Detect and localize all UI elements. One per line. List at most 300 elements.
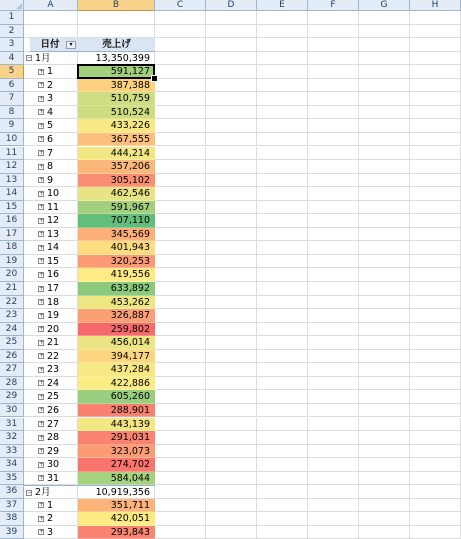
cell[interactable] (24, 11, 78, 25)
cell[interactable] (155, 350, 206, 364)
row-header[interactable]: 12 (0, 160, 24, 174)
cell[interactable] (257, 336, 308, 350)
cell[interactable] (206, 336, 257, 350)
cell[interactable] (155, 147, 206, 161)
cell[interactable] (410, 309, 461, 323)
row-header[interactable]: 38 (0, 512, 24, 526)
cell[interactable] (308, 390, 359, 404)
cell[interactable] (206, 174, 257, 188)
day-row-label[interactable] (38, 214, 78, 228)
day-value-cell[interactable]: 510,759 (78, 92, 155, 106)
day-value-cell[interactable]: 453,262 (78, 296, 155, 310)
day-value-cell[interactable]: 605,260 (78, 390, 155, 404)
row-header[interactable]: 39 (0, 526, 24, 539)
row-header[interactable]: 37 (0, 499, 24, 513)
cell[interactable] (359, 214, 410, 228)
cell[interactable] (206, 187, 257, 201)
cell[interactable] (257, 431, 308, 445)
cell[interactable] (359, 106, 410, 120)
row-header[interactable]: 9 (0, 119, 24, 133)
expand-toggle-icon[interactable]: + (39, 108, 45, 116)
day-value-cell[interactable]: 443,139 (78, 418, 155, 432)
cell[interactable] (308, 282, 359, 296)
cell[interactable] (359, 323, 410, 337)
cell[interactable] (308, 160, 359, 174)
column-header-c[interactable]: C (155, 0, 206, 11)
row-header[interactable]: 20 (0, 268, 24, 282)
cell[interactable] (206, 350, 257, 364)
cell[interactable] (257, 160, 308, 174)
cell[interactable] (257, 174, 308, 188)
expand-toggle-icon[interactable]: + (39, 352, 45, 360)
cell[interactable] (257, 11, 308, 25)
day-row-label[interactable] (38, 241, 78, 255)
expand-toggle-icon[interactable]: + (39, 135, 45, 143)
row-header[interactable]: 30 (0, 404, 24, 418)
day-value-cell[interactable]: 401,943 (78, 241, 155, 255)
cell[interactable] (257, 187, 308, 201)
cell[interactable] (206, 309, 257, 323)
cell[interactable] (308, 268, 359, 282)
cell[interactable] (410, 133, 461, 147)
cell[interactable] (257, 377, 308, 391)
row-header[interactable]: 16 (0, 214, 24, 228)
cell[interactable] (206, 65, 257, 79)
row-header[interactable]: 25 (0, 336, 24, 350)
day-value-cell[interactable]: 456,014 (78, 336, 155, 350)
cell[interactable] (257, 323, 308, 337)
cell[interactable] (410, 323, 461, 337)
cell[interactable] (359, 201, 410, 215)
cell[interactable] (257, 390, 308, 404)
cell[interactable] (78, 25, 155, 39)
cell[interactable] (78, 11, 155, 25)
cell[interactable] (155, 296, 206, 310)
cell[interactable] (410, 92, 461, 106)
cell[interactable] (359, 255, 410, 269)
row-header[interactable]: 14 (0, 187, 24, 201)
cell[interactable] (257, 52, 308, 66)
row-header[interactable]: 35 (0, 472, 24, 486)
day-row-label[interactable] (38, 119, 78, 133)
expand-toggle-icon[interactable]: + (39, 514, 45, 522)
cell[interactable] (410, 38, 461, 52)
day-value-cell[interactable]: 323,073 (78, 445, 155, 459)
cell[interactable] (410, 147, 461, 161)
expand-toggle-icon[interactable]: + (39, 460, 45, 468)
pivot-row-field-header[interactable]: 日付 (30, 38, 78, 52)
cell[interactable] (359, 65, 410, 79)
expand-toggle-icon[interactable]: + (39, 270, 45, 278)
cell[interactable] (308, 38, 359, 52)
cell[interactable] (308, 472, 359, 486)
day-value-cell[interactable]: 591,127 (78, 65, 155, 79)
cell[interactable] (359, 336, 410, 350)
cell[interactable] (308, 458, 359, 472)
day-value-cell[interactable]: 291,031 (78, 431, 155, 445)
cell[interactable] (155, 25, 206, 39)
cell[interactable] (206, 147, 257, 161)
cell[interactable] (257, 296, 308, 310)
cell[interactable] (410, 390, 461, 404)
cell[interactable] (308, 79, 359, 93)
cell[interactable] (24, 25, 78, 39)
day-row-label[interactable] (38, 350, 78, 364)
row-header[interactable]: 36 (0, 485, 24, 499)
cell[interactable] (206, 418, 257, 432)
cell[interactable] (155, 445, 206, 459)
row-header[interactable]: 18 (0, 241, 24, 255)
row-header[interactable]: 21 (0, 282, 24, 296)
day-value-cell[interactable]: 320,253 (78, 255, 155, 269)
cell[interactable] (410, 499, 461, 513)
cell[interactable] (359, 52, 410, 66)
cell[interactable] (410, 336, 461, 350)
day-value-cell[interactable]: 420,051 (78, 512, 155, 526)
cell[interactable] (308, 323, 359, 337)
collapse-toggle-icon[interactable]: − (27, 54, 33, 62)
cell[interactable] (359, 390, 410, 404)
cell[interactable] (359, 228, 410, 242)
expand-toggle-icon[interactable]: + (39, 176, 45, 184)
row-header[interactable]: 17 (0, 228, 24, 242)
cell[interactable] (206, 445, 257, 459)
cell[interactable] (359, 472, 410, 486)
day-value-cell[interactable]: 462,546 (78, 187, 155, 201)
day-value-cell[interactable]: 584,044 (78, 472, 155, 486)
cell[interactable] (155, 201, 206, 215)
cell[interactable] (257, 458, 308, 472)
expand-toggle-icon[interactable]: + (39, 528, 45, 536)
day-row-label[interactable] (38, 458, 78, 472)
cell[interactable] (206, 201, 257, 215)
cell[interactable] (206, 363, 257, 377)
cell[interactable] (359, 79, 410, 93)
cell[interactable] (359, 241, 410, 255)
expand-toggle-icon[interactable]: + (39, 420, 45, 427)
cell[interactable] (257, 445, 308, 459)
cell[interactable] (206, 214, 257, 228)
cell[interactable] (206, 25, 257, 39)
row-header[interactable]: 27 (0, 363, 24, 377)
cell[interactable] (206, 390, 257, 404)
row-header[interactable]: 33 (0, 445, 24, 459)
cell[interactable] (359, 499, 410, 513)
cell[interactable] (410, 268, 461, 282)
day-value-cell[interactable]: 422,886 (78, 377, 155, 391)
row-header[interactable]: 7 (0, 92, 24, 106)
cell[interactable] (206, 241, 257, 255)
day-value-cell[interactable]: 274,702 (78, 458, 155, 472)
cell[interactable] (155, 52, 206, 66)
day-row-label[interactable] (38, 390, 78, 404)
cell[interactable] (308, 201, 359, 215)
expand-toggle-icon[interactable]: + (39, 433, 45, 441)
cell[interactable] (308, 499, 359, 513)
expand-toggle-icon[interactable]: + (39, 338, 45, 346)
cell[interactable] (308, 187, 359, 201)
cell[interactable] (308, 147, 359, 161)
cell[interactable] (206, 458, 257, 472)
expand-toggle-icon[interactable]: + (39, 406, 45, 414)
cell[interactable] (155, 458, 206, 472)
day-value-cell[interactable]: 367,555 (78, 133, 155, 147)
cell[interactable] (257, 106, 308, 120)
cell[interactable] (359, 485, 410, 499)
day-value-cell[interactable]: 437,284 (78, 363, 155, 377)
day-row-label[interactable] (38, 336, 78, 350)
row-header[interactable]: 4 (0, 52, 24, 66)
column-header-a[interactable]: A (24, 0, 78, 11)
day-value-cell[interactable]: 394,177 (78, 350, 155, 364)
cell[interactable] (155, 336, 206, 350)
cell[interactable] (410, 404, 461, 418)
day-row-label[interactable] (38, 133, 78, 147)
day-value-cell[interactable]: 293,843 (78, 526, 155, 539)
cell[interactable] (257, 363, 308, 377)
cell[interactable] (410, 350, 461, 364)
cell[interactable] (257, 228, 308, 242)
cell[interactable] (308, 241, 359, 255)
cell[interactable] (410, 174, 461, 188)
cell[interactable] (410, 458, 461, 472)
cell[interactable] (308, 133, 359, 147)
expand-toggle-icon[interactable]: + (39, 284, 45, 292)
cell[interactable] (155, 79, 206, 93)
row-header[interactable]: 8 (0, 106, 24, 120)
day-value-cell[interactable]: 633,892 (78, 282, 155, 296)
cell[interactable] (410, 160, 461, 174)
cell[interactable] (359, 404, 410, 418)
cell[interactable] (308, 255, 359, 269)
cell[interactable] (257, 214, 308, 228)
day-value-cell[interactable]: 288,901 (78, 404, 155, 418)
cell[interactable] (257, 133, 308, 147)
cell[interactable] (155, 255, 206, 269)
day-value-cell[interactable]: 305,102 (78, 174, 155, 188)
day-value-cell[interactable]: 326,887 (78, 309, 155, 323)
cell[interactable] (155, 404, 206, 418)
row-header[interactable]: 19 (0, 255, 24, 269)
cell[interactable] (410, 187, 461, 201)
cell[interactable] (308, 377, 359, 391)
cell[interactable] (155, 512, 206, 526)
day-row-label[interactable] (38, 268, 78, 282)
cell[interactable] (206, 377, 257, 391)
cell[interactable] (155, 160, 206, 174)
expand-toggle-icon[interactable]: + (39, 311, 45, 319)
cell[interactable] (410, 201, 461, 215)
row-header[interactable]: 13 (0, 174, 24, 188)
cell[interactable] (155, 174, 206, 188)
cell[interactable] (308, 336, 359, 350)
cell[interactable] (257, 404, 308, 418)
row-header[interactable]: 1 (0, 11, 24, 25)
day-row-label[interactable] (38, 323, 78, 337)
cell[interactable] (410, 296, 461, 310)
day-value-cell[interactable]: 433,226 (78, 119, 155, 133)
cell[interactable] (155, 390, 206, 404)
cell[interactable] (308, 228, 359, 242)
cell[interactable] (359, 174, 410, 188)
expand-toggle-icon[interactable]: + (39, 474, 45, 482)
day-row-label[interactable] (38, 431, 78, 445)
cell[interactable] (206, 38, 257, 52)
filter-dropdown-icon[interactable]: ▾ (66, 41, 76, 49)
day-value-cell[interactable]: 707,110 (78, 214, 155, 228)
cell[interactable] (359, 92, 410, 106)
cell[interactable] (206, 255, 257, 269)
cell[interactable] (206, 323, 257, 337)
cell[interactable] (410, 512, 461, 526)
cell[interactable] (308, 214, 359, 228)
cell[interactable] (206, 52, 257, 66)
day-value-cell[interactable]: 444,214 (78, 147, 155, 161)
cell[interactable] (155, 11, 206, 25)
row-header[interactable]: 22 (0, 296, 24, 310)
cell[interactable] (257, 79, 308, 93)
cell[interactable] (308, 25, 359, 39)
row-header[interactable]: 28 (0, 377, 24, 391)
cell[interactable] (308, 65, 359, 79)
cell[interactable] (410, 418, 461, 432)
cell[interactable] (410, 255, 461, 269)
day-row-label[interactable] (38, 79, 78, 93)
day-row-label[interactable] (38, 255, 78, 269)
row-header[interactable]: 5 (0, 65, 24, 79)
cell[interactable] (257, 282, 308, 296)
column-header-f[interactable]: F (308, 0, 359, 11)
expand-toggle-icon[interactable]: + (39, 203, 45, 211)
cell[interactable] (206, 296, 257, 310)
cell[interactable] (359, 350, 410, 364)
cell[interactable] (308, 445, 359, 459)
cell[interactable] (257, 241, 308, 255)
day-row-label[interactable] (38, 147, 78, 161)
cell[interactable] (206, 282, 257, 296)
cell[interactable] (257, 268, 308, 282)
cell[interactable] (206, 228, 257, 242)
day-value-cell[interactable]: 591,967 (78, 201, 155, 215)
cell[interactable] (257, 92, 308, 106)
cell[interactable] (410, 282, 461, 296)
cell[interactable] (155, 377, 206, 391)
cell[interactable] (410, 228, 461, 242)
cell[interactable] (308, 404, 359, 418)
cell[interactable] (155, 418, 206, 432)
cell[interactable] (257, 201, 308, 215)
select-all-corner[interactable] (0, 0, 24, 11)
cell[interactable] (206, 160, 257, 174)
cell[interactable] (155, 133, 206, 147)
row-header[interactable]: 29 (0, 390, 24, 404)
cell[interactable] (155, 214, 206, 228)
cell[interactable] (257, 25, 308, 39)
row-header[interactable]: 2 (0, 25, 24, 39)
day-row-label[interactable] (38, 187, 78, 201)
expand-toggle-icon[interactable]: + (39, 121, 45, 129)
cell[interactable] (359, 309, 410, 323)
cell[interactable] (410, 65, 461, 79)
cell[interactable] (206, 268, 257, 282)
cell[interactable] (155, 282, 206, 296)
cell[interactable] (155, 323, 206, 337)
day-row-label[interactable] (38, 282, 78, 296)
cell[interactable] (206, 133, 257, 147)
cell[interactable] (410, 377, 461, 391)
cell[interactable] (308, 52, 359, 66)
row-header[interactable]: 24 (0, 323, 24, 337)
expand-toggle-icon[interactable]: + (39, 149, 45, 156)
cell[interactable] (308, 512, 359, 526)
cell[interactable] (155, 499, 206, 513)
cell[interactable] (206, 431, 257, 445)
cell[interactable] (257, 472, 308, 486)
column-header-b[interactable]: B (78, 0, 155, 11)
month-row-label[interactable] (24, 52, 78, 66)
cell[interactable] (257, 147, 308, 161)
cell[interactable] (359, 187, 410, 201)
cell[interactable] (359, 296, 410, 310)
day-value-cell[interactable]: 345,569 (78, 228, 155, 242)
expand-toggle-icon[interactable]: + (39, 243, 45, 251)
cell[interactable] (308, 296, 359, 310)
day-value-cell[interactable]: 357,206 (78, 160, 155, 174)
day-row-label[interactable] (38, 228, 78, 242)
row-header[interactable]: 10 (0, 133, 24, 147)
cell[interactable] (308, 363, 359, 377)
expand-toggle-icon[interactable]: + (39, 392, 45, 400)
day-row-label[interactable] (38, 92, 78, 106)
cell[interactable] (206, 11, 257, 25)
cell[interactable] (257, 119, 308, 133)
cell[interactable] (410, 445, 461, 459)
expand-toggle-icon[interactable]: + (39, 81, 45, 89)
cell[interactable] (155, 65, 206, 79)
expand-toggle-icon[interactable]: + (39, 298, 45, 306)
day-row-label[interactable] (38, 296, 78, 310)
day-row-label[interactable] (38, 404, 78, 418)
day-row-label[interactable] (38, 499, 78, 513)
row-header[interactable]: 31 (0, 418, 24, 432)
day-row-label[interactable] (38, 363, 78, 377)
cell[interactable] (359, 445, 410, 459)
cell[interactable] (359, 431, 410, 445)
cell[interactable] (308, 106, 359, 120)
cell[interactable] (155, 241, 206, 255)
month-row-label[interactable] (24, 485, 78, 499)
cell[interactable] (155, 38, 206, 52)
expand-toggle-icon[interactable]: + (39, 257, 45, 265)
cell[interactable] (359, 133, 410, 147)
day-value-cell[interactable]: 351,711 (78, 499, 155, 513)
cell[interactable] (155, 309, 206, 323)
row-header[interactable]: 34 (0, 458, 24, 472)
day-row-label[interactable] (38, 445, 78, 459)
cell[interactable] (308, 11, 359, 25)
cell[interactable] (308, 418, 359, 432)
cell[interactable] (257, 309, 308, 323)
expand-toggle-icon[interactable]: + (39, 325, 45, 333)
expand-toggle-icon[interactable]: + (39, 379, 45, 387)
cell[interactable] (206, 499, 257, 513)
cell[interactable] (308, 431, 359, 445)
column-header-d[interactable]: D (206, 0, 257, 11)
cell[interactable] (410, 11, 461, 25)
row-header[interactable]: 11 (0, 147, 24, 161)
cell[interactable] (308, 485, 359, 499)
day-row-label[interactable] (38, 472, 78, 486)
